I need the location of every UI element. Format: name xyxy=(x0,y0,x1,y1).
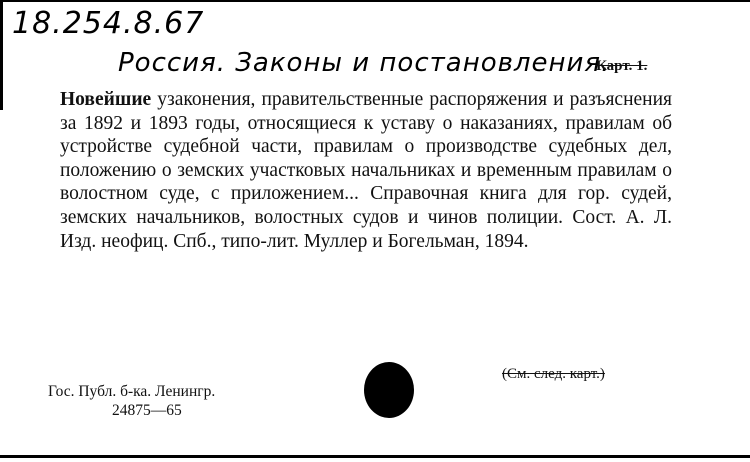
call-number: 18.254.8.67 xyxy=(12,6,205,41)
see-next-card: (См. след. карт.) xyxy=(502,366,605,382)
title-lead-word: Новейшие xyxy=(60,89,152,110)
subject-heading: Россия. Законы и постановления. xyxy=(118,48,611,78)
library-stamp: Гос. Публ. б-ка. Ленингр. xyxy=(48,383,216,400)
left-border xyxy=(0,0,3,110)
bibliographic-description xyxy=(60,88,672,253)
top-border xyxy=(0,0,750,2)
bottom-border xyxy=(0,455,750,458)
punch-hole xyxy=(364,362,414,418)
description-text: узаконения, правительственные распоряжения и разъяснения за 1892 и 1893 годы, относящиеся к уставу о наказаниях, правилам об устройстве судебной части, правилам о производстве судебных дел, положению о земских участковых начальниках и временным правилам о волостном суде, с приложением... Справочная книга для гор. судей, земских начальников, волостных судов и чинов полиции. Сост. А. Л. Изд. неофиц. Спб., типо-лит. Муллер и Богельман, 1894. xyxy=(60,89,673,252)
order-number: 24875—65 xyxy=(112,402,182,419)
card-number: Карт. 1. xyxy=(596,58,648,74)
